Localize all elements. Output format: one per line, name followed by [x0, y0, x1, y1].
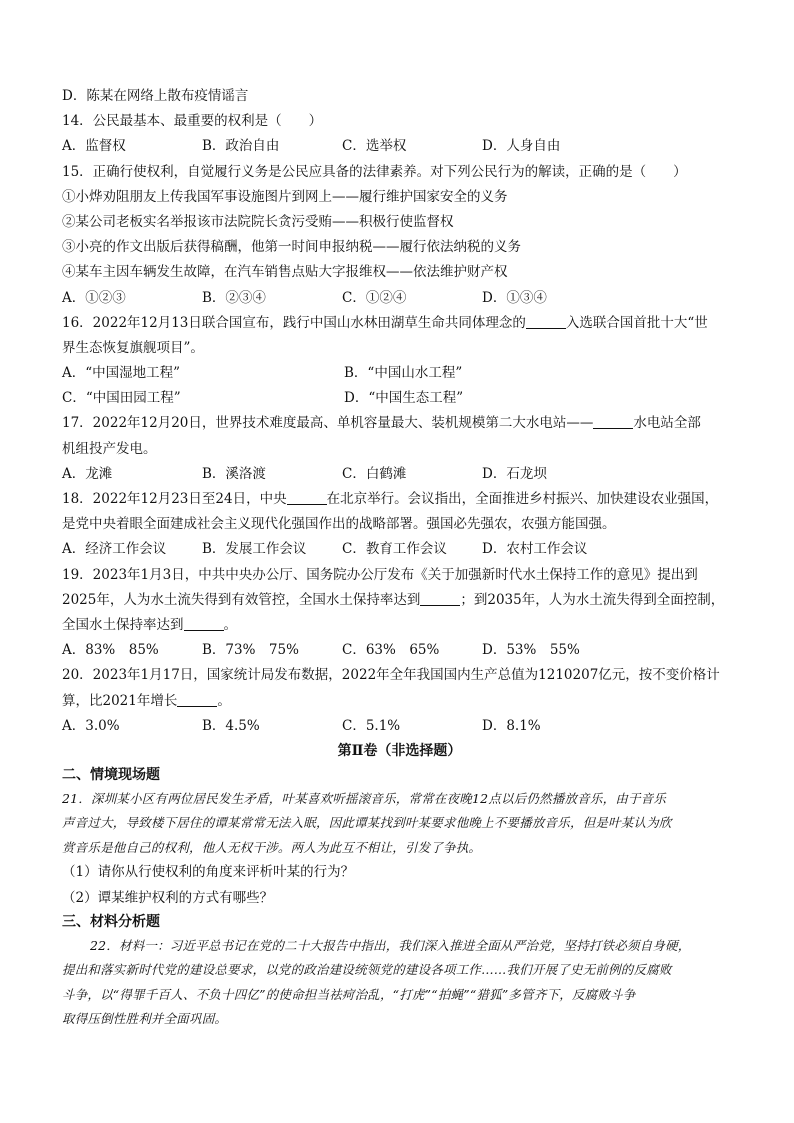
q20-option-d[interactable]: D．8.1% — [482, 717, 541, 734]
q20-option-c[interactable]: C．5.1% — [342, 717, 401, 734]
q18-option-a[interactable]: A．经济工作会议 — [62, 541, 167, 558]
q16-stem-line1: 16．2022年12月13日联合国宣布，践行中国山水林田湖草生命共同体理念的 入选联合国首批十大“世 — [62, 314, 708, 331]
q22-line3: 斗争，以“得罪千百人、不负十四亿”的使命担当祛疴治乱，“打虎”“拍蝇”“猎狐”多管齐下，反腐败斗争 — [62, 986, 636, 1002]
q17-option-c[interactable]: C．白鹤滩 — [342, 465, 407, 482]
q22-material — [62, 934, 737, 1032]
q17-option-b[interactable]: B．溪洛渡 — [202, 465, 266, 482]
q14-option-c[interactable]: C．选举权 — [342, 138, 407, 155]
q16-option-c[interactable]: C．“中国田园工程” — [62, 390, 181, 407]
q17-stem-line1: 17．2022年12月20日，世界技术难度最高、单机容量最大、装机规模第二大水电站—— 水电站全部 — [62, 415, 701, 432]
q17-option-a[interactable]: A．龙滩 — [62, 465, 113, 482]
q19-option-d[interactable]: D．53% 55% — [482, 642, 580, 659]
q20-stem-line2: 算，比2021年增长 。 — [62, 692, 231, 709]
answer-blank — [287, 490, 327, 505]
q15-item-1: ①小烨劝阻朋友上传我国军事设施图片到网上——履行维护国家安全的义务 — [62, 188, 508, 205]
q14-option-a[interactable]: A．监督权 — [62, 138, 126, 155]
q19-stem-line3: 全国水土保持率达到 。 — [62, 616, 237, 633]
q20-options — [62, 714, 737, 739]
section3-heading: 三、材料分析题 — [62, 913, 160, 930]
q18-option-c[interactable]: C．教育工作会议 — [342, 541, 447, 558]
section2-heading: 二、情境现场题 — [62, 766, 160, 783]
q15-option-a[interactable]: A．①②③ — [62, 289, 126, 306]
q22-line2: 提出和落实新时代党的建设总要求，以党的政治建设统领党的建设各项工作……我们开展了史无前例的反腐败 — [62, 962, 672, 978]
q21-sub1: （1）请你从行使权利的角度来评析叶某的行为？ — [62, 864, 355, 881]
q22-line4: 取得压倒性胜利并全面巩固。 — [62, 1011, 228, 1027]
answer-blank — [526, 314, 566, 329]
q14-options — [62, 134, 737, 159]
answer-blank — [177, 692, 217, 707]
q21-scenario — [62, 787, 737, 861]
q18-option-b[interactable]: B．发展工作会议 — [202, 541, 307, 558]
answer-blank — [184, 616, 224, 631]
q19-options — [62, 638, 737, 663]
q16-options-row2 — [62, 386, 737, 411]
q17-stem-line2: 机组投产发电。 — [62, 440, 157, 457]
q17-option-d[interactable]: D．石龙坝 — [482, 465, 547, 482]
q15-stem: 15．正确行使权利，自觉履行义务是公民应具备的法律素养。对下列公民行为的解读，正确的是（ ） — [62, 163, 687, 180]
q15-item-3: ③小亮的作文出版后获得稿酬，他第一时间申报纳税——履行依法纳税的义务 — [62, 239, 521, 256]
q20-option-a[interactable]: A．3.0% — [62, 717, 120, 734]
q16-option-b[interactable]: B．“中国山水工程” — [344, 365, 463, 382]
q19-stem-line1: 19．2023年1月3日，中共中央办公厅、国务院办公厅发布《关于加强新时代水土保持工作的意见》提出到 — [62, 566, 698, 583]
q19-option-c[interactable]: C．63% 65% — [342, 642, 440, 659]
q17-options — [62, 462, 737, 487]
q20-option-b[interactable]: B．4.5% — [202, 717, 260, 734]
q16-stem-line2: 界生态恢复旗舰项目”。 — [62, 339, 204, 356]
q18-stem-line2: 是党中央着眼全面建成社会主义现代化强国作出的战略部署。强国必先强农，农强方能国强。 — [62, 516, 616, 533]
part2-title: 第Ⅱ卷（非选择题） — [337, 742, 462, 759]
q14-option-b[interactable]: B．政治自由 — [202, 138, 280, 155]
q15-item-4: ④某车主因车辆发生故障，在汽车销售点贴大字报维权——依法维护财产权 — [62, 264, 508, 281]
q13-option-d: D．陈某在网络上散布疫情谣言 — [62, 88, 249, 104]
q15-option-c[interactable]: C．①②④ — [342, 289, 407, 306]
q15-item-2: ②某公司老板实名举报该市法院院长贪污受贿——积极行使监督权 — [62, 213, 454, 230]
q16-option-a[interactable]: A．“中国湿地工程” — [62, 365, 181, 382]
q19-option-a[interactable]: A．83% 85% — [62, 642, 159, 659]
q19-stem-line2: 2025年，人为水土流失得到有效管控，全国水土保持率达到 ；到2035年，人为水土流失得到全面控制， — [62, 591, 725, 608]
q14-stem: 14．公民最基本、最重要的权利是（ ） — [62, 113, 323, 130]
q21-sub2: （2）谭某维护权利的方式有哪些？ — [62, 889, 274, 906]
q21-line2: 声音过大，导致楼下居住的谭某常常无法入眠，因此谭某找到叶某要求他晚上不要播放音乐，但是叶某认为欣 — [62, 815, 672, 831]
q16-option-d[interactable]: D．“中国生态工程” — [344, 390, 464, 407]
q18-stem-line1: 18．2022年12月23日至24日，中央 在北京举行。会议指出，全面推进乡村振兴、加快建设农业强国， — [62, 491, 719, 507]
q20-stem-line1: 20．2023年1月17日，国家统计局发布数据，2022年全年我国国内生产总值为1210207亿元，按不变价格计 — [62, 667, 720, 684]
answer-blank — [420, 591, 460, 606]
q14-option-d[interactable]: D．人身自由 — [482, 138, 561, 155]
q21-line1: 21．深圳某小区有两位居民发生矛盾，叶某喜欢听摇滚音乐，常常在夜晚12点以后仍然播放音乐，由于音乐 — [62, 790, 667, 806]
q21-line3: 赏音乐是他自己的权利，他人无权干涉。两人为此互不相让，引发了争执。 — [62, 839, 482, 855]
q18-option-d[interactable]: D．农村工作会议 — [482, 541, 588, 558]
q15-options — [62, 286, 737, 311]
q19-option-b[interactable]: B．73% 75% — [202, 642, 299, 659]
answer-blank — [593, 414, 633, 429]
q16-options-row1 — [62, 361, 737, 386]
q15-option-b[interactable]: B．②③④ — [202, 289, 266, 306]
q15-option-d[interactable]: D．①③④ — [482, 289, 547, 306]
exam-page — [62, 84, 737, 1032]
q18-options — [62, 537, 737, 562]
q22-line1: 22．材料一：习近平总书记在党的二十大报告中指出，我们深入推进全面从严治党，坚持打铁必须自身硬， — [90, 937, 691, 953]
